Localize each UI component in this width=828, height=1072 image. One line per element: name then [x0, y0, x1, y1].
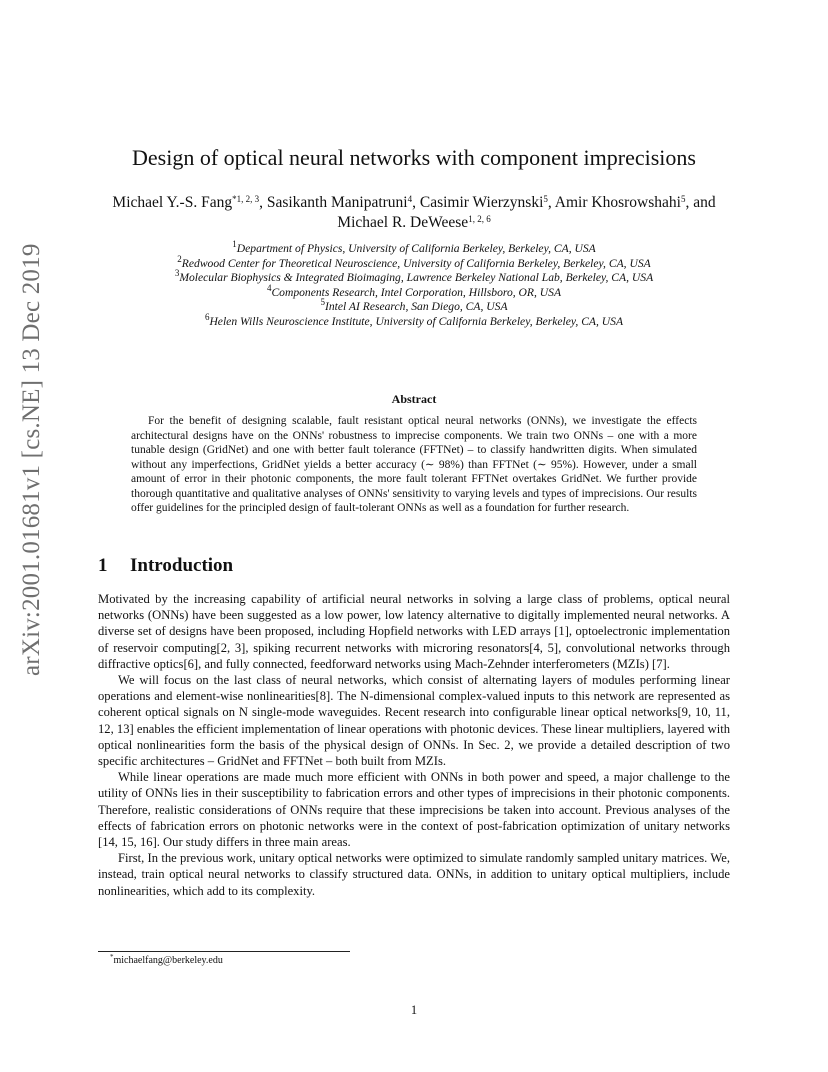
affiliation-mark: 2: [177, 253, 182, 264]
author-name: , Casimir Wierzynski: [412, 194, 544, 211]
affiliation-text: Components Research, Intel Corporation, Hillsboro, OR, USA: [271, 285, 562, 299]
affiliation-text: Molecular Biophysics & Integrated Bioimaging, Lawrence Berkeley National Lab, Berkeley, CA, USA: [179, 271, 654, 285]
affiliation-mark: 4: [266, 282, 272, 293]
footnote-email: michaelfang@berkeley.edu: [113, 955, 223, 966]
footnote-mark: *: [110, 953, 114, 961]
paper-title: Design of optical neural networks with component imprecisions: [132, 145, 696, 170]
abstract-paragraph: For the benefit of designing scalable, fault resistant optical neural networks (ONNs), we investigate the effects architectural designs have on the ONNs' robustness to imprecise components. We train two ONNs – one with a more tunable design (GridNet) and one with better fault tolerance (FFTNet) – to classify handwritten digits. When simulated without any imperfections, GridNet yields a better accuracy (∼ 98%) than FFTNet (∼ 95%). However, under a small amount of error in their photonic components, the more fault tolerant FFTNet overtakes GridNet. We further provide thorough quantitative and qualitative analyses of ONNs' sensitivity to varying levels and types of imprecisions. Our results offer guidelines for the principled design of fault-tolerant ONNs as well as a foundation for further research.: [131, 415, 697, 514]
author-name: , Sasikanth Manipatruni: [259, 194, 408, 211]
footnote-divider: [98, 951, 350, 952]
affiliation-line: [0, 297, 828, 315]
author-affil-mark: *1, 2, 3: [232, 194, 260, 204]
arxiv-side-stamp: arXiv:2001.01681v1 [cs.NE] 13 Dec 2019: [18, 243, 45, 676]
author-name: , Amir Khosrowshahi: [547, 194, 681, 211]
body-paragraph: While linear operations are made much more efficient with ONNs in both power and speed, a major challenge to the utility of ONNs lies in their susceptibility to fabrication errors and other types of imprecisions in their photonic components. Therefore, realistic considerations of ONNs require that these imprecisions be taken into account. Previous analyses of the effects of fabrication errors on photonic networks were in the context of post-fabrication optimization of unitary networks [14, 15, 16]. Our study differs in three main areas.: [98, 770, 730, 850]
affiliation-mark: 5: [320, 297, 325, 308]
author-affil-mark: 5: [680, 194, 686, 204]
affiliation-mark: 1: [232, 239, 237, 249]
footnote: [110, 955, 223, 966]
body-paragraph: Motivated by the increasing capability of artificial neural networks in solving a large class of problems, optical neural networks (ONNs) have been suggested as a low power, low latency alternative to digitally implemented neural networks. A diverse set of designs have been proposed, including Hopfield networks with LED arrays [1], optoelectronic implementation of reservoir computing[2, 3], spiking recurrent networks with microring resonators[4, 5], convolutional networks through diffractive optics[6], and fully connected, feedforward networks using Mach-Zehnder interferometers (MZIs) [7].: [98, 592, 730, 671]
author-affil-mark: 1, 2, 6: [468, 214, 491, 224]
abstract-heading: Abstract: [391, 392, 437, 406]
author-list: [110, 193, 718, 233]
affiliation-line: [0, 253, 828, 272]
affiliation-list: [0, 239, 828, 330]
body-paragraph: We will focus on the last class of neural networks, which consist of alternating layers of modules performing linear operations and element-wise nonlinearities[8]. The N-dimensional complex-valued inputs to this network are represented as coherent optical signals on N single-mode waveguides. Recent research into configurable linear optical networks[9, 10, 11, 12, 13] enables the efficient implementation of linear operations with photonic devices. These linear multipliers, layered with optical nonlinearities form the basis of the physical design of ONNs. In Sec. 2, we provide a detailed description of two specific architectures – GridNet and FFTNet – both built from MZIs.: [98, 673, 730, 769]
affiliation-text: Intel AI Research, San Diego, CA, USA: [324, 300, 508, 314]
affiliation-mark: 3: [174, 268, 180, 279]
affiliation-text: Helen Wills Neuroscience Institute, University of California Berkeley, Berkeley, CA, USA: [209, 314, 624, 328]
affiliation-mark: 6: [204, 311, 210, 322]
section-number: 1: [98, 555, 108, 576]
affiliation-line: [0, 311, 828, 330]
author-name: Michael Y.-S. Fang: [112, 194, 233, 211]
affiliation-line: [0, 282, 828, 301]
affiliation-line: [0, 239, 828, 257]
author-name: , and Michael R. DeWeese: [337, 194, 716, 231]
author-affil-mark: 5: [543, 194, 548, 204]
affiliation-text: Redwood Center for Theoretical Neuroscience, University of California Berkeley, Berkeley, CA, USA: [181, 256, 651, 270]
body-paragraph: First, In the previous work, unitary optical networks were optimized to simulate randomly sampled unitary matrices. We, instead, train optical neural networks to classify structured data. ONNs, in addition to unitary optical multipliers, include nonlinearities, which add to its complexity.: [98, 851, 730, 898]
page-number: 1: [410, 1003, 418, 1017]
affiliation-text: Department of Physics, University of California Berkeley, Berkeley, CA, USA: [236, 242, 596, 255]
affiliation-line: [0, 268, 828, 286]
author-affil-mark: 4: [407, 194, 413, 204]
abstract-body: [131, 414, 697, 516]
section-title: Introduction: [130, 555, 234, 576]
section-body: [98, 591, 730, 899]
section-heading: [98, 555, 233, 577]
